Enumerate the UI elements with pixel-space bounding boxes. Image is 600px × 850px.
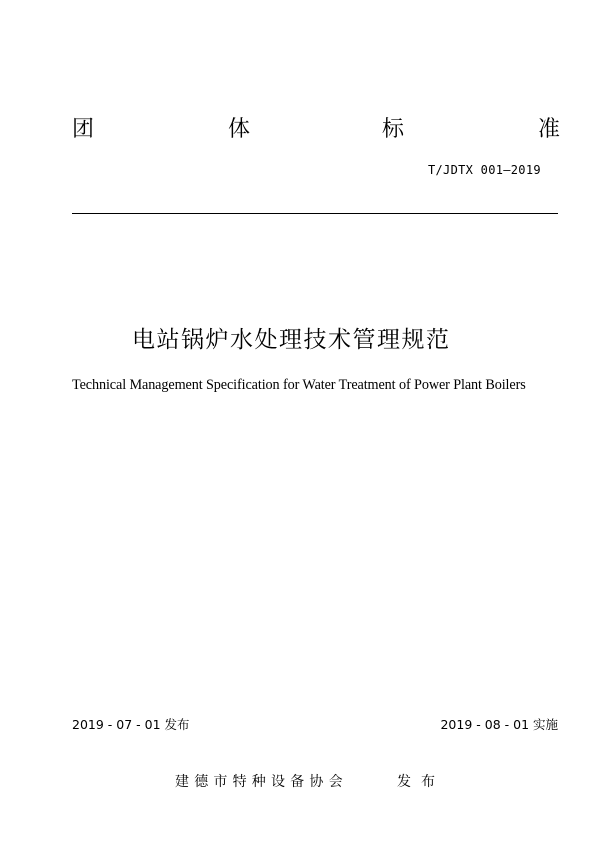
header-char-tuan: 团: [72, 117, 95, 142]
implementation-date: 2019 - 08 - 01 实施: [440, 717, 558, 732]
header-char-zhun: 准: [538, 117, 561, 142]
publish-date: 2019 - 07 - 01 发布: [72, 717, 190, 732]
document-title-english: Technical Management Specification for Water Treatment of Power Plant Boilers: [72, 377, 526, 393]
document-title-chinese: 电站锅炉水处理技术管理规范: [132, 327, 451, 353]
header-divider: [72, 213, 558, 214]
standard-code: T/JDTX 001—2019: [428, 163, 541, 177]
header-char-ti: 体: [228, 117, 251, 142]
standard-type-header: [72, 116, 560, 146]
publish-label: 发布: [397, 774, 445, 790]
header-char-biao: 标: [382, 117, 405, 142]
publisher-name: 建德市特种设备协会: [175, 774, 348, 790]
